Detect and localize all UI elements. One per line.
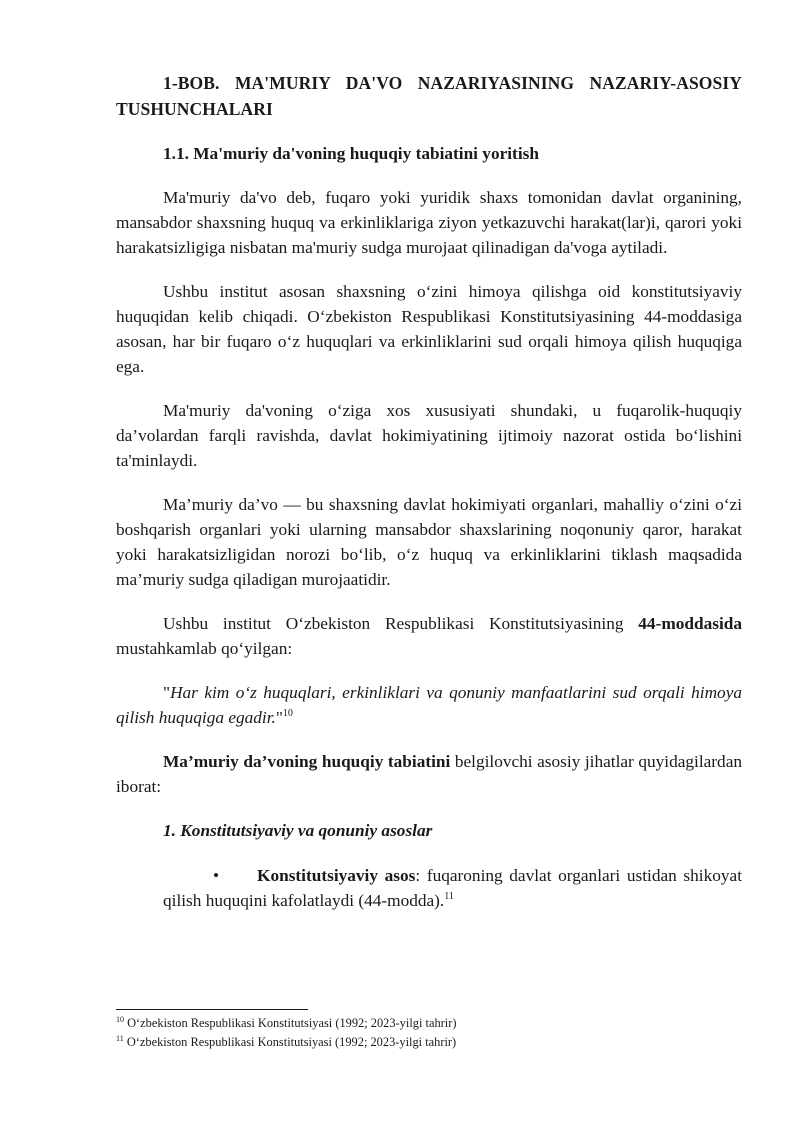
paragraph-5 [116,611,742,661]
footnote-text: O‘zbekiston Respublikasi Konstitutsiyasi (1992; 2023-yilgi tahrir) [127,1016,457,1030]
footnote-ref-10[interactable]: 10 [282,708,293,720]
footnote-number: 10 [116,1014,124,1024]
list-item [116,863,742,913]
constitution-quote [116,680,742,730]
footnote-divider [116,1009,308,1010]
bullet-marker: • [213,866,220,885]
footnotes [116,1014,742,1052]
list-item-term: Konstitutsiyaviy asos [257,866,416,885]
paragraph-5-text: Ushbu institut O‘zbekiston Respublikasi Konstitutsiyasining [163,614,639,633]
footnote-item [116,1033,742,1052]
article-reference: 44-moddasida [638,614,742,633]
chapter-heading: 1-BOB. MA'MURIY DA'VO NAZARIYASINING NAZARIY-ASOSIY TUSHUNCHALARI [116,73,742,119]
legal-nature-phrase: Ma’muriy da’voning huquqiy tabiatini [163,752,451,771]
paragraph-6-text: belgilovchi asosiy jihatlar quyidagilardan iborat: [116,752,743,796]
paragraph-5-end: mustahkamlab qo‘yilgan: [116,639,293,658]
list-item-description: : fuqaroning davlat organlari ustidan shikoyat qilish huquqini kafolatlaydi (44-modda). [163,866,742,910]
sub-heading: 1. Konstitutsiyaviy va qonuniy asoslar [163,821,433,840]
paragraph-2: Ushbu institut asosan shaxsning o‘zini himoya qilishga oid konstitutsiyaviy huquqidan kelib chiqadi. O‘zbekiston Respublikasi Konstitutsiyasining 44-moddasiga asosan, har bir fuqaro o‘z huquqlari va erkinliklarini sud orqali himoya qilish huquqiga ega. [116,282,742,376]
quote-text: Har kim o‘z huquqlari, erkinliklari va qonuniy manfaatlarini sud orqali himoya qilish huquqiga egadir. [116,683,742,727]
footnote-text: O‘zbekiston Respublikasi Konstitutsiyasi (1992; 2023-yilgi tahrir) [126,1035,457,1049]
quote-open-mark: " [163,683,171,702]
paragraph-1: Ma'muriy da'vo deb, fuqaro yoki yuridik shaxs tomonidan davlat organining, mansabdor shaxsning huquq va erkinliklariga ziyon yetkazuvchi harakat(lar)i, qarori yoki harakatsizligiga nisbatan ma'muriy sudga murojaat qilinadigan da'voga aytiladi. [116,188,742,257]
quote-close-mark: " [275,708,283,727]
footnote-item [116,1014,742,1033]
section-heading: 1.1. Ma'muriy da'voning huquqiy tabiatini yoritish [163,144,539,163]
paragraph-3: Ma'muriy da'voning o‘ziga xos xususiyati shundaki, u fuqarolik-huquqiy da’volardan farqli ravishda, davlat hokimiyatining ijtimoiy nazorat ostida bo‘lishini ta'minlaydi. [116,401,742,470]
footnote-number: 11 [116,1033,124,1043]
paragraph-6 [116,749,742,799]
list-item-text [163,863,742,913]
paragraph-4: Ma’muriy da’vo — bu shaxsning davlat hokimiyati organlari, mahalliy o‘zini o‘zi boshqarish organlari yoki ularning mansabdor shaxslarining noqonuniy qaror, harakat yoki harakatsizligidan norozi bo‘lib, o‘z huquq va erkinliklarini tiklash maqsadida ma’muriy sudga qiladigan murojaatidir. [116,495,742,589]
footnote-ref-11[interactable]: 11 [444,891,454,903]
document-body [116,70,742,913]
